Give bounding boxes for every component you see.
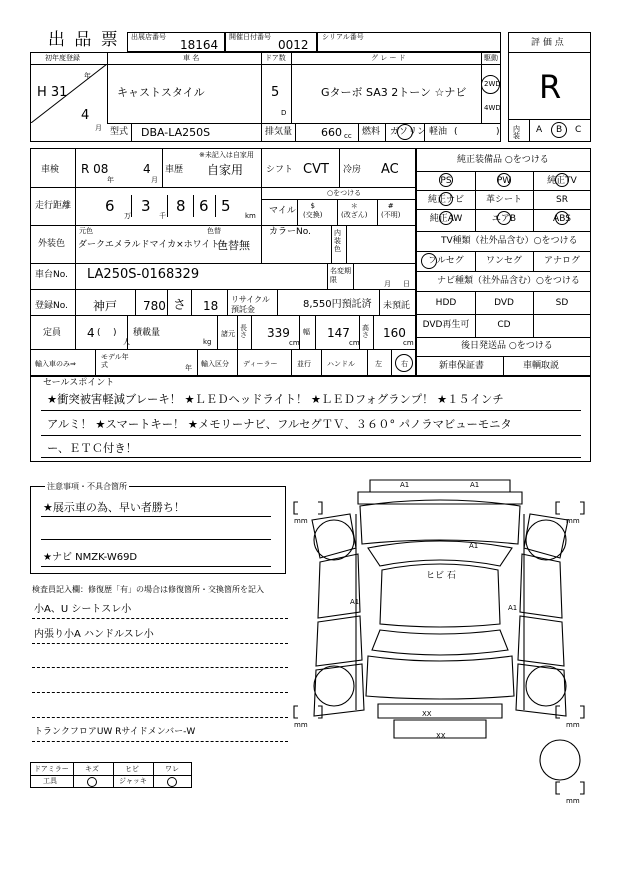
width-label: 幅 bbox=[303, 328, 310, 336]
meter-opt-unknown bbox=[381, 202, 400, 220]
load-label: 積載量 bbox=[133, 328, 161, 338]
history-label: 車歴 bbox=[165, 165, 184, 175]
notes-line-3: ★ナビ NMZK-W69D bbox=[43, 552, 138, 563]
dealer-no: 18164 bbox=[180, 38, 219, 52]
grade: Gターボ SA3 2トーン ☆ナビ bbox=[321, 86, 467, 99]
notes-label: 注意事項・不具合箇所 bbox=[47, 482, 127, 491]
mm-rear-left: mm bbox=[294, 721, 308, 729]
capacity-unit: 人 bbox=[123, 338, 130, 346]
equipment-selected-circle bbox=[555, 173, 569, 187]
car-name-label: 車 名 bbox=[183, 54, 200, 62]
equipment-table bbox=[416, 148, 591, 376]
sales-line-3: ー、ＥＴＣ付き！ bbox=[47, 442, 137, 455]
handle-left: 左 bbox=[375, 360, 382, 368]
drive-4wd: 4WD bbox=[484, 104, 501, 112]
inspection-note-2: 内張り小A ハンドルスレ小 bbox=[34, 629, 154, 640]
length-value: 339 bbox=[267, 326, 290, 340]
mileage-unit-man: 万 bbox=[124, 212, 131, 220]
dealer-label: ディーラー bbox=[243, 360, 278, 368]
mm-rear-right: mm bbox=[566, 721, 580, 729]
interior-grade-c: C bbox=[575, 125, 582, 135]
lot-label: 開催日付番号 bbox=[229, 33, 271, 41]
original-color: ダークエメラルドマイカ×ホワイト＋ bbox=[78, 240, 229, 250]
capacity-label: 定員 bbox=[43, 328, 62, 338]
exterior-color-label: 外装色 bbox=[38, 239, 66, 249]
capacity-paren-close: ) bbox=[113, 328, 117, 338]
handle-label: ハンドル bbox=[327, 360, 355, 368]
reg-class: 780 bbox=[143, 299, 166, 313]
interior-grade-b: B bbox=[556, 125, 563, 135]
shift-value: CVT bbox=[303, 162, 329, 177]
model-label: 型式 bbox=[110, 127, 129, 137]
inspection-note-1: 小A、U シートスレ小 bbox=[34, 604, 132, 615]
mark-trunk: XX bbox=[422, 710, 432, 718]
drive-2wd: 2WD bbox=[484, 80, 501, 88]
meter-unknown-text: # (不明) bbox=[381, 202, 401, 220]
delivery-warranty: 新車保証書 bbox=[439, 361, 485, 371]
tv-option: ワンセグ bbox=[485, 256, 522, 266]
recycle-value: 8,550円預託済 bbox=[303, 299, 372, 310]
ac-value: AC bbox=[381, 162, 399, 177]
reg-num: 18 bbox=[203, 299, 219, 313]
interior-label: 内装 bbox=[513, 125, 520, 140]
legend-break: ワレ bbox=[165, 765, 179, 773]
history-note: ※未記入は自家用 bbox=[199, 151, 254, 159]
legend-scratch: キズ bbox=[85, 765, 99, 773]
legend-crack: ヒビ bbox=[125, 765, 139, 773]
page-title: 出 品 票 bbox=[48, 30, 120, 50]
nav-option: DVD再生可 bbox=[422, 320, 470, 330]
reg-label: 登録No. bbox=[35, 301, 68, 311]
mileage-digit-2: 3 bbox=[141, 197, 151, 215]
meter-exchange-text: $ (交換) bbox=[303, 202, 323, 220]
doors: 5 bbox=[271, 85, 280, 100]
fuel-label: 燃料 bbox=[362, 127, 381, 137]
notes-box bbox=[30, 482, 286, 574]
height-label: 高さ bbox=[362, 324, 369, 339]
recycle-label: リサイクル預託金 bbox=[231, 295, 270, 315]
length-unit: cm bbox=[289, 339, 300, 347]
tv-option: フルセグ bbox=[428, 256, 464, 266]
grade-label: グ レ ー ド bbox=[371, 54, 406, 62]
displacement-label: 排気量 bbox=[265, 127, 293, 137]
model-year-unit: 年 bbox=[185, 364, 192, 372]
diesel-label: 軽油 bbox=[429, 127, 448, 137]
nav-option: DVD bbox=[494, 298, 514, 308]
width-value: 147 bbox=[327, 326, 350, 340]
serial-label: シリアル番号 bbox=[322, 33, 364, 41]
mark-windshield: ヒビ 石 bbox=[426, 571, 456, 581]
title-change-day: 日 bbox=[403, 280, 410, 288]
doors-label: ドア数 bbox=[265, 54, 286, 62]
parallel-label: 並行 bbox=[297, 360, 311, 368]
chassis-no: LA250S-0168329 bbox=[87, 267, 200, 282]
recycle-unpaid: 未預託 bbox=[383, 301, 411, 311]
legend-mirror: ドアミラー bbox=[34, 765, 69, 773]
diesel-bracket-close: ) bbox=[496, 127, 500, 137]
mileage-digit-1: 6 bbox=[105, 197, 115, 215]
reg-kana: さ bbox=[173, 298, 187, 313]
mileage-unit-sen: 千 bbox=[159, 212, 166, 220]
equipment-selected-circle bbox=[439, 211, 453, 225]
equipment-item: 純正TV bbox=[547, 176, 577, 186]
mark-right-door: A1 bbox=[508, 604, 518, 612]
equipment-item: PS bbox=[440, 176, 452, 186]
fuel-selected-circle bbox=[397, 124, 413, 140]
mileage-label: 走行距離 bbox=[35, 201, 72, 211]
mm-front-left: mm bbox=[294, 517, 308, 525]
color-no-label: カラーNo. bbox=[269, 227, 311, 237]
sales-point-box bbox=[30, 376, 591, 462]
displacement: 660 bbox=[321, 126, 342, 139]
damage-legend bbox=[30, 762, 192, 788]
mileage-digit-4: 6 bbox=[199, 197, 209, 215]
original-color-label: 元色 bbox=[79, 227, 93, 235]
meter-opt-tamper bbox=[341, 202, 367, 220]
car-damage-diagram bbox=[290, 474, 606, 804]
dealer-no-box bbox=[127, 32, 225, 52]
equipment-selected-circle bbox=[497, 211, 511, 225]
legend-jack-mark bbox=[167, 777, 177, 787]
equipment-selected-circle bbox=[439, 192, 453, 206]
nav-option: CD bbox=[497, 320, 511, 330]
equipment-item: エアB bbox=[491, 214, 517, 224]
first-reg-year-unit: 年 bbox=[84, 72, 91, 80]
capacity-paren: ( bbox=[97, 328, 101, 338]
mark-left-door: A1 bbox=[350, 598, 360, 606]
equipment-item: ABS bbox=[553, 214, 571, 224]
car-name: キャストスタイル bbox=[117, 86, 205, 99]
spec-table bbox=[30, 148, 416, 376]
model: DBA-LA250S bbox=[141, 126, 211, 139]
drive-selected-circle bbox=[481, 75, 500, 94]
tv-title: TV種類（社外品含む）○をつける bbox=[441, 236, 578, 246]
dealer-no-label: 出展店番号 bbox=[131, 33, 166, 41]
sales-label: セールスポイント bbox=[43, 378, 115, 388]
meter-opt-exchange bbox=[303, 202, 322, 220]
import-class-label: 輸入区分 bbox=[201, 360, 229, 368]
tv-selected-circle bbox=[421, 253, 437, 269]
shift-label: シフト bbox=[266, 165, 294, 175]
basic-info-table bbox=[30, 52, 501, 142]
sales-line-2: アルミ！ ★スマートキー！ ★メモリーナビ、フルセグＴＶ、３６０° パノラマビューモニタ bbox=[47, 418, 512, 431]
tv-option: アナログ bbox=[543, 256, 580, 266]
equipment-item: 純正ナビ bbox=[427, 195, 464, 205]
legend-jack: ジャッキ bbox=[119, 777, 147, 785]
length-label: 長さ bbox=[240, 324, 247, 339]
first-reg-label: 初年度登録 bbox=[45, 54, 80, 62]
first-reg-era: H 31 bbox=[37, 85, 68, 100]
capacity-value: 4 bbox=[87, 326, 95, 340]
height-unit: cm bbox=[403, 339, 414, 347]
notes-line-1: ★展示車の為、早い者勝ち！ bbox=[43, 501, 185, 514]
drive-label: 駆動 bbox=[484, 54, 498, 62]
inspection-month-unit: 月 bbox=[151, 176, 158, 184]
import-label: 輸入車のみ⇒ bbox=[35, 360, 76, 368]
nav-title: ナビ種類（社外品含む）○をつける bbox=[437, 276, 580, 286]
mileage-km: km bbox=[245, 212, 256, 220]
title-change-label: 名変期限 bbox=[330, 267, 351, 285]
meter-tamper-text: ＊ (改ざん) bbox=[341, 202, 368, 220]
handle-right-circle bbox=[395, 354, 413, 372]
equipment-selected-circle bbox=[555, 211, 569, 225]
mark-rear-bumper: XX bbox=[436, 732, 446, 740]
doors-sub: D bbox=[281, 109, 287, 117]
score-value: R bbox=[539, 68, 562, 106]
handle-right: 右 bbox=[401, 360, 408, 368]
equipment-title: 純正装備品 ○をつける bbox=[457, 155, 549, 165]
score-label: 評 価 点 bbox=[531, 38, 564, 48]
mileage-digit-5: 5 bbox=[221, 197, 231, 215]
mile-label: マイル bbox=[269, 206, 296, 216]
delivery-manual: 車輌取説 bbox=[523, 361, 560, 371]
sales-line-1: ★衝突被害軽減ブレーキ！ ★ＬＥＤヘッドライト！ ★ＬＥＤフォグランプ！ ★１５インチ bbox=[47, 393, 504, 406]
reg-area: 神戸 bbox=[93, 299, 118, 313]
inspection-note-6: トランクフロアUW Rサイドメンバー-W bbox=[34, 727, 196, 737]
nav-option: HDD bbox=[435, 298, 457, 308]
interior-selected-circle bbox=[551, 122, 567, 138]
height-value: 160 bbox=[383, 326, 406, 340]
score-box bbox=[508, 32, 591, 142]
mark-front-left: A1 bbox=[400, 481, 410, 489]
mark-front-right: A1 bbox=[470, 481, 480, 489]
first-reg-month: 4 bbox=[81, 108, 90, 123]
interior-grade-a: A bbox=[536, 125, 543, 135]
title-change-month: 月 bbox=[384, 280, 391, 288]
equipment-selected-circle bbox=[497, 173, 511, 187]
color-change: 色替無 bbox=[217, 239, 250, 252]
inspection-label: 車検 bbox=[41, 165, 60, 175]
delivery-title: 後日発送品 ○をつける bbox=[461, 341, 553, 351]
serial-box bbox=[317, 32, 501, 52]
model-year-label: モデル年式 bbox=[101, 353, 129, 370]
equipment-item: 革シート bbox=[485, 195, 522, 205]
equipment-item: SR bbox=[556, 195, 568, 205]
fuel-gasoline: ガソリン bbox=[390, 127, 427, 137]
inspection-month: 4 bbox=[143, 162, 151, 176]
diesel-bracket: ( bbox=[454, 127, 458, 137]
legend-tools: 工具 bbox=[43, 777, 57, 785]
nav-option: SD bbox=[555, 298, 569, 308]
load-unit: kg bbox=[203, 338, 212, 346]
inspection-year-unit: 年 bbox=[107, 176, 114, 184]
color-change-label: 色替 bbox=[207, 227, 221, 235]
equipment-selected-circle bbox=[439, 173, 453, 187]
equipment-item: PW bbox=[496, 176, 512, 186]
ac-label: 冷房 bbox=[343, 165, 362, 175]
inspection-value: R 08 bbox=[81, 162, 109, 176]
width-unit: cm bbox=[349, 339, 360, 347]
cc-unit: cc bbox=[344, 132, 352, 140]
inspection-notes-label: 検査員記入欄：修復歴「有」の場合は修復箇所・交換箇所を記入 bbox=[32, 585, 264, 594]
chassis-label: 車台No. bbox=[35, 270, 68, 280]
mileage-digit-3: 8 bbox=[176, 197, 186, 215]
dims-label: 諸元 bbox=[221, 330, 235, 338]
lot-no: 0012 bbox=[278, 38, 309, 52]
mark-hood: A1 bbox=[469, 542, 479, 550]
equipment-item: 純正AW bbox=[429, 214, 463, 224]
lot-no-box bbox=[225, 32, 317, 52]
first-reg-month-unit: 月 bbox=[95, 124, 102, 132]
history-value: 自家用 bbox=[207, 163, 244, 177]
meter-circle-hint: ○をつける bbox=[327, 189, 362, 197]
mm-front-right: mm bbox=[566, 517, 580, 525]
mm-spare: mm bbox=[566, 797, 580, 805]
interior-color-label: 内装色 bbox=[334, 229, 341, 254]
legend-tools-mark bbox=[87, 777, 97, 787]
